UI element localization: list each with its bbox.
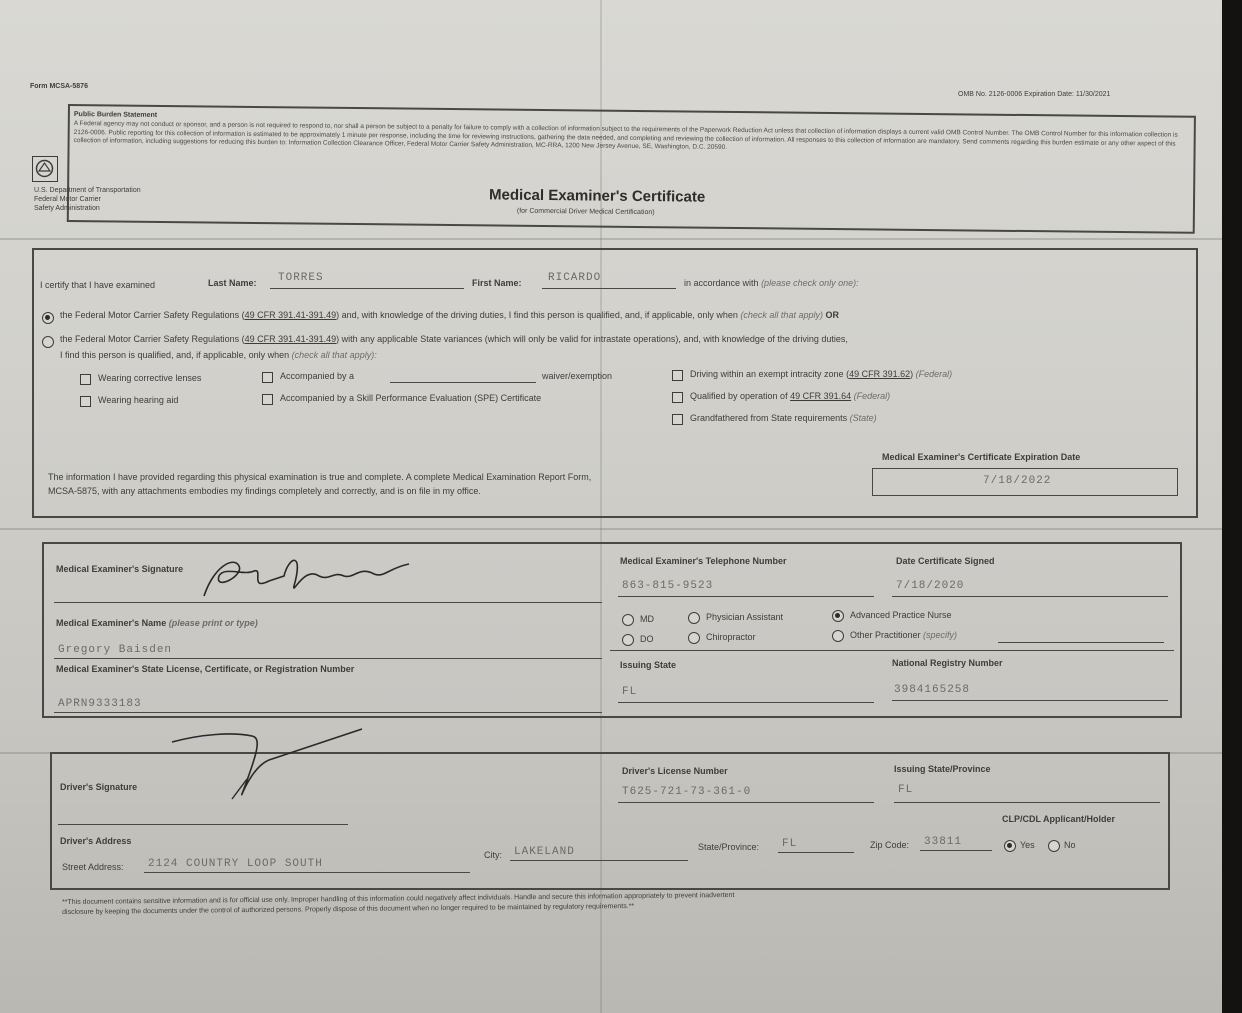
certificate-subtitle: (for Commercial Driver Medical Certification) [516, 207, 655, 217]
street-line [144, 872, 470, 873]
registry-label: National Registry Number [892, 658, 1003, 668]
spe-label: Accompanied by a Skill Performance Evaluation (SPE) Certificate [280, 393, 542, 403]
do-label: DO [640, 634, 654, 644]
apn-label: Advanced Practice Nurse [850, 610, 952, 620]
driver-state-line [894, 802, 1160, 803]
spe-checkbox[interactable] [262, 394, 273, 405]
examiner-name-label: Medical Examiner's Name (please print or type) [56, 618, 258, 628]
driver-address-label: Driver's Address [60, 836, 132, 846]
chiropractor-radio[interactable] [688, 632, 700, 644]
last-name-line [270, 288, 464, 289]
examiner-name-value[interactable]: Gregory Baisden [58, 644, 173, 656]
agency-line-3: Safety Administration [34, 205, 100, 212]
attest-line-1: The information I have provided regarding this physical examination is true and complete. A complete Medical Examination Report Form, [48, 472, 592, 482]
street-value[interactable]: 2124 COUNTRY LOOP SOUTH [148, 858, 323, 870]
examiner-signature [194, 546, 414, 606]
other-practitioner-radio[interactable] [832, 630, 844, 642]
certificate-title: Medical Examiner's Certificate [488, 186, 706, 206]
burden-statement-box [67, 104, 1196, 234]
pa-label: Physician Assistant [706, 612, 784, 622]
examiner-section [42, 542, 1182, 718]
driver-signature-line[interactable] [58, 824, 348, 825]
agency-line-1: U.S. Department of Transportation [34, 187, 141, 194]
state-province-label: State/Province: [698, 842, 760, 852]
driver-signature [162, 724, 382, 814]
driver-state-label: Issuing State/Province [894, 764, 991, 774]
clp-yes-label: Yes [1020, 840, 1035, 850]
option-state-radio[interactable] [42, 336, 54, 348]
waiver-blank-line [390, 382, 536, 383]
examiner-name-line [54, 658, 602, 659]
date-signed-value[interactable]: 7/18/2020 [896, 580, 965, 592]
agency-line-2: Federal Motor Carrier [34, 196, 101, 203]
expiration-value: 7/18/2022 [983, 475, 1052, 487]
issuing-state-value[interactable]: FL [622, 686, 638, 698]
clp-no-radio[interactable] [1048, 840, 1060, 852]
chiropractor-label: Chiropractor [706, 632, 756, 642]
expiration-field[interactable] [872, 468, 1178, 496]
md-label: MD [640, 614, 654, 624]
city-value[interactable]: LAKELAND [514, 846, 575, 858]
driver-license-line [618, 802, 874, 803]
hearing-aid-checkbox[interactable] [80, 396, 91, 407]
clp-no-label: No [1064, 840, 1076, 850]
city-line [510, 860, 688, 861]
driver-license-value[interactable]: T625-721-73-361-0 [622, 786, 752, 798]
lenses-checkbox[interactable] [80, 374, 91, 385]
option-federal-radio[interactable] [42, 312, 54, 324]
pa-radio[interactable] [688, 612, 700, 624]
qualified-label: Qualified by operation of 49 CFR 391.64 (Federal) [690, 391, 891, 401]
zip-line [920, 850, 992, 851]
option-federal-text: the Federal Motor Carrier Safety Regulations (49 CFR 391.41-391.49) and, with knowledge of the driving duties, I find this person is qualified, and, if applicable, only when (check all that apply) OR [60, 310, 839, 320]
form-number: Form MCSA-5876 [30, 83, 88, 90]
clp-yes-radio[interactable] [1004, 840, 1016, 852]
grandfathered-checkbox[interactable] [672, 414, 683, 425]
registry-line [892, 700, 1168, 701]
waiver-checkbox[interactable] [262, 372, 273, 383]
first-name-label: First Name: [472, 278, 522, 288]
apn-radio[interactable] [832, 610, 844, 622]
certify-intro: I certify that I have examined [40, 280, 156, 290]
examiner-signature-line[interactable] [54, 602, 602, 603]
grandfathered-label: Grandfathered from State requirements (State) [690, 413, 877, 423]
driver-license-label: Driver's License Number [622, 766, 728, 776]
zip-value[interactable]: 33811 [924, 836, 963, 848]
burden-text: A Federal agency may not conduct or sponsor, and a person is not required to respond to, nor shall a person be subject to a penalty for failure to comply with a collection of information subject to the requirements of the Paperwork Reduction Act unless that collection of information displays a current valid OMB Control Number. The OMB Control Number for this information collection is 2126-0006. Public reporting for this collection of information is estimated to be approximately 1 minute per response, including the time for reviewing instructions, gathering the data needed, and completing and reviewing the collection of information. All responses to this collection of information are mandatory. Send comments regarding this burden estimate or any other aspect of this collection of information, including suggestions for reducing this burden to: Information Collection Clearance Officer, Federal Motor Carrier Safety Administration, MC-RRA, 1200 New Jersey Avenue, SE, Washington, D.C. 20590. [73, 120, 1178, 151]
qualified-checkbox[interactable] [672, 392, 683, 403]
state-province-value[interactable]: FL [782, 838, 798, 850]
last-name-value[interactable]: TORRES [278, 272, 324, 284]
examiner-phone-value[interactable]: 863-815-9523 [622, 580, 714, 592]
other-practitioner-line[interactable] [998, 642, 1164, 643]
driver-state-value[interactable]: FL [898, 784, 914, 796]
notice-line-2: disclosure by keeping the documents under the control of authorized persons. Properly dispose of this document when no longer required to be maintained by regulatory requirements.** [62, 903, 635, 916]
first-name-value[interactable]: RICARDO [548, 272, 602, 284]
other-practitioner-label: Other Practitioner (specify) [850, 630, 958, 640]
registry-value[interactable]: 3984165258 [894, 684, 971, 696]
accordance-text: in accordance with (please check only one): [684, 278, 859, 288]
examiner-license-label: Medical Examiner's State License, Certificate, or Registration Number [56, 664, 355, 674]
omb-number: OMB No. 2126-0006 Expiration Date: 11/30/2021 [958, 91, 1111, 98]
date-signed-label: Date Certificate Signed [896, 556, 995, 566]
examiner-signature-label: Medical Examiner's Signature [56, 564, 184, 574]
intracity-label: Driving within an exempt intracity zone (49 CFR 391.62) (Federal) [690, 369, 953, 379]
driver-signature-label: Driver's Signature [60, 782, 138, 792]
examiner-license-line [54, 712, 602, 713]
state-province-line [778, 852, 854, 853]
zip-label: Zip Code: [870, 840, 910, 850]
hearing-aid-label: Wearing hearing aid [98, 395, 179, 405]
option-state-text: the Federal Motor Carrier Safety Regulations (49 CFR 391.41-391.49) with any applicable State variances (which will only be valid for intrastate operations), and, with knowledge of the driving duties, [60, 334, 848, 344]
fold-crease [0, 528, 1222, 530]
last-name-label: Last Name: [208, 278, 257, 288]
street-label: Street Address: [62, 862, 124, 872]
expiration-label: Medical Examiner's Certificate Expiration Date [882, 452, 1081, 462]
option-state-line2: I find this person is qualified, and, if applicable, only when (check all that apply): [60, 350, 377, 360]
attest-line-2: MCSA-5875, with any attachments embodies my findings completely and correctly, and is on file in my office. [48, 486, 481, 496]
burden-title: Public Burden Statement [73, 111, 158, 119]
examiner-phone-label: Medical Examiner's Telephone Number [620, 556, 787, 566]
dot-logo-icon [32, 156, 58, 182]
date-signed-line [892, 596, 1168, 597]
md-radio[interactable] [622, 614, 634, 626]
lenses-label: Wearing corrective lenses [98, 373, 202, 383]
fold-crease [0, 238, 1222, 240]
waiver-label: waiver/exemption [542, 371, 613, 381]
examiner-license-value[interactable]: APRN9333183 [58, 698, 142, 710]
city-label: City: [484, 850, 502, 860]
issuing-state-label: Issuing State [620, 660, 677, 670]
examiner-phone-line [618, 596, 874, 597]
accompanied-label: Accompanied by a [280, 371, 355, 381]
do-radio[interactable] [622, 634, 634, 646]
driver-section [50, 752, 1170, 890]
certification-section [32, 248, 1198, 518]
examiner-divider [610, 650, 1174, 651]
intracity-checkbox[interactable] [672, 370, 683, 381]
notice-line-1: **This document contains sensitive information and is for official use only. Improper handling of this information could negatively affect individuals. Handle and secure this information appropriately to prevent inadvertent [62, 891, 735, 906]
clp-cdl-label: CLP/CDL Applicant/Holder [1002, 814, 1116, 824]
first-name-line [542, 288, 676, 289]
issuing-state-line [618, 702, 874, 703]
sensitivity-notice [62, 887, 1152, 918]
